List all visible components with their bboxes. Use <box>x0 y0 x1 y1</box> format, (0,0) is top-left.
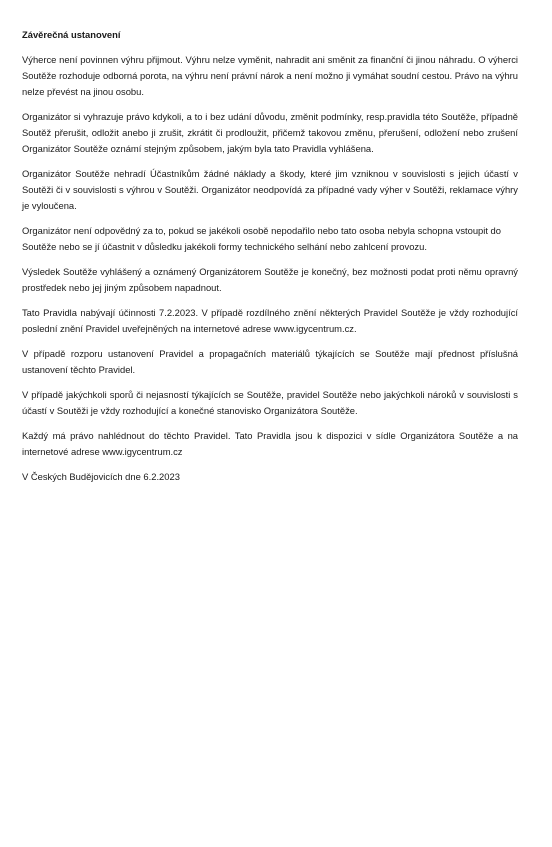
place-and-date: V Českých Budějovicích dne 6.2.2023 <box>22 471 180 482</box>
paragraph-prize-acceptance: Výherce není povinnen výhru přijmout. Výhru nelze vyměnit, nahradit ani směnit za finanční či jinou náhradu. O výherci Soutěže rozhoduje odborná porota, na výhru není právní nárok a není možno ji vymáhat soudní cestou. Právo na výhru nelze převést na jinou osobu. <box>22 54 518 97</box>
paragraph-availability: Každý má právo nahlédnout do těchto Pravidel. Tato Pravidla jsou k dispozici v sídle Organizátora Soutěže a na internetové adrese www.igycentrum.cz <box>22 430 518 457</box>
document-page <box>22 27 518 494</box>
paragraph-technical-failure: Organizátor není odpovědný za to, pokud se jakékoli osobě nepodařilo nebo tato osoba nebyla schopna vstoupit do Soutěže nebo se jí účastnit v důsledku jakékoli formy technického selhání nebo zahlcení provozu. <box>22 225 501 252</box>
paragraph-disputes: V případě jakýchkoli sporů či nejasností týkajících se Soutěže, pravidel Soutěže nebo jakýchkoli nároků v souvislosti s účastí v Soutěži je vždy rozhodující a konečné stanovisko Organizátora Soutěže. <box>22 389 518 416</box>
paragraph-final-result: Výsledek Soutěže vyhlášený a oznámený Organizátorem Soutěže je konečný, bez možnosti podat proti němu opravný prostředek nebo jej jiným způsobem napadnout. <box>22 266 518 293</box>
paragraph-costs-liability: Organizátor Soutěže nehradí Účastníkům žádné náklady a škody, které jim vzniknou v souvislosti s jejich účastí v Soutěži či v souvislosti s výhrou v Soutěži. Organizátor neodpovídá za případné vady výher v Soutěži, reklamace výhry je vyloučena. <box>22 168 518 211</box>
paragraph-promo-conflict: V případě rozporu ustanovení Pravidel a propagačních materiálů týkajících se Soutěže mají přednost příslušná ustanovení těchto Pravidel. <box>22 348 518 375</box>
paragraph-organizer-rights: Organizátor si vyhrazuje právo kdykoli, a to i bez udání důvodu, změnit podmínky, resp.pravidla této Soutěže, případně Soutěž přerušit, odložit anebo ji zrušit, zkrátit či prodloužit, přičemž takovou změnu, přerušení, odložení nebo zrušení Organizátor Soutěže oznámí stejným způsobem, jakým byla tato Pravidla vyhlášena. <box>22 111 518 154</box>
paragraph-effective-date: Tato Pravidla nabývají účinnosti 7.2.2023. V případě rozdílného znění některých Pravidel Soutěže je vždy rozhodující poslední znění Pravidel uveřejněných na internetové adrese www.igycentrum.cz. <box>22 307 518 334</box>
section-heading: Závěrečná ustanovení <box>22 29 121 40</box>
